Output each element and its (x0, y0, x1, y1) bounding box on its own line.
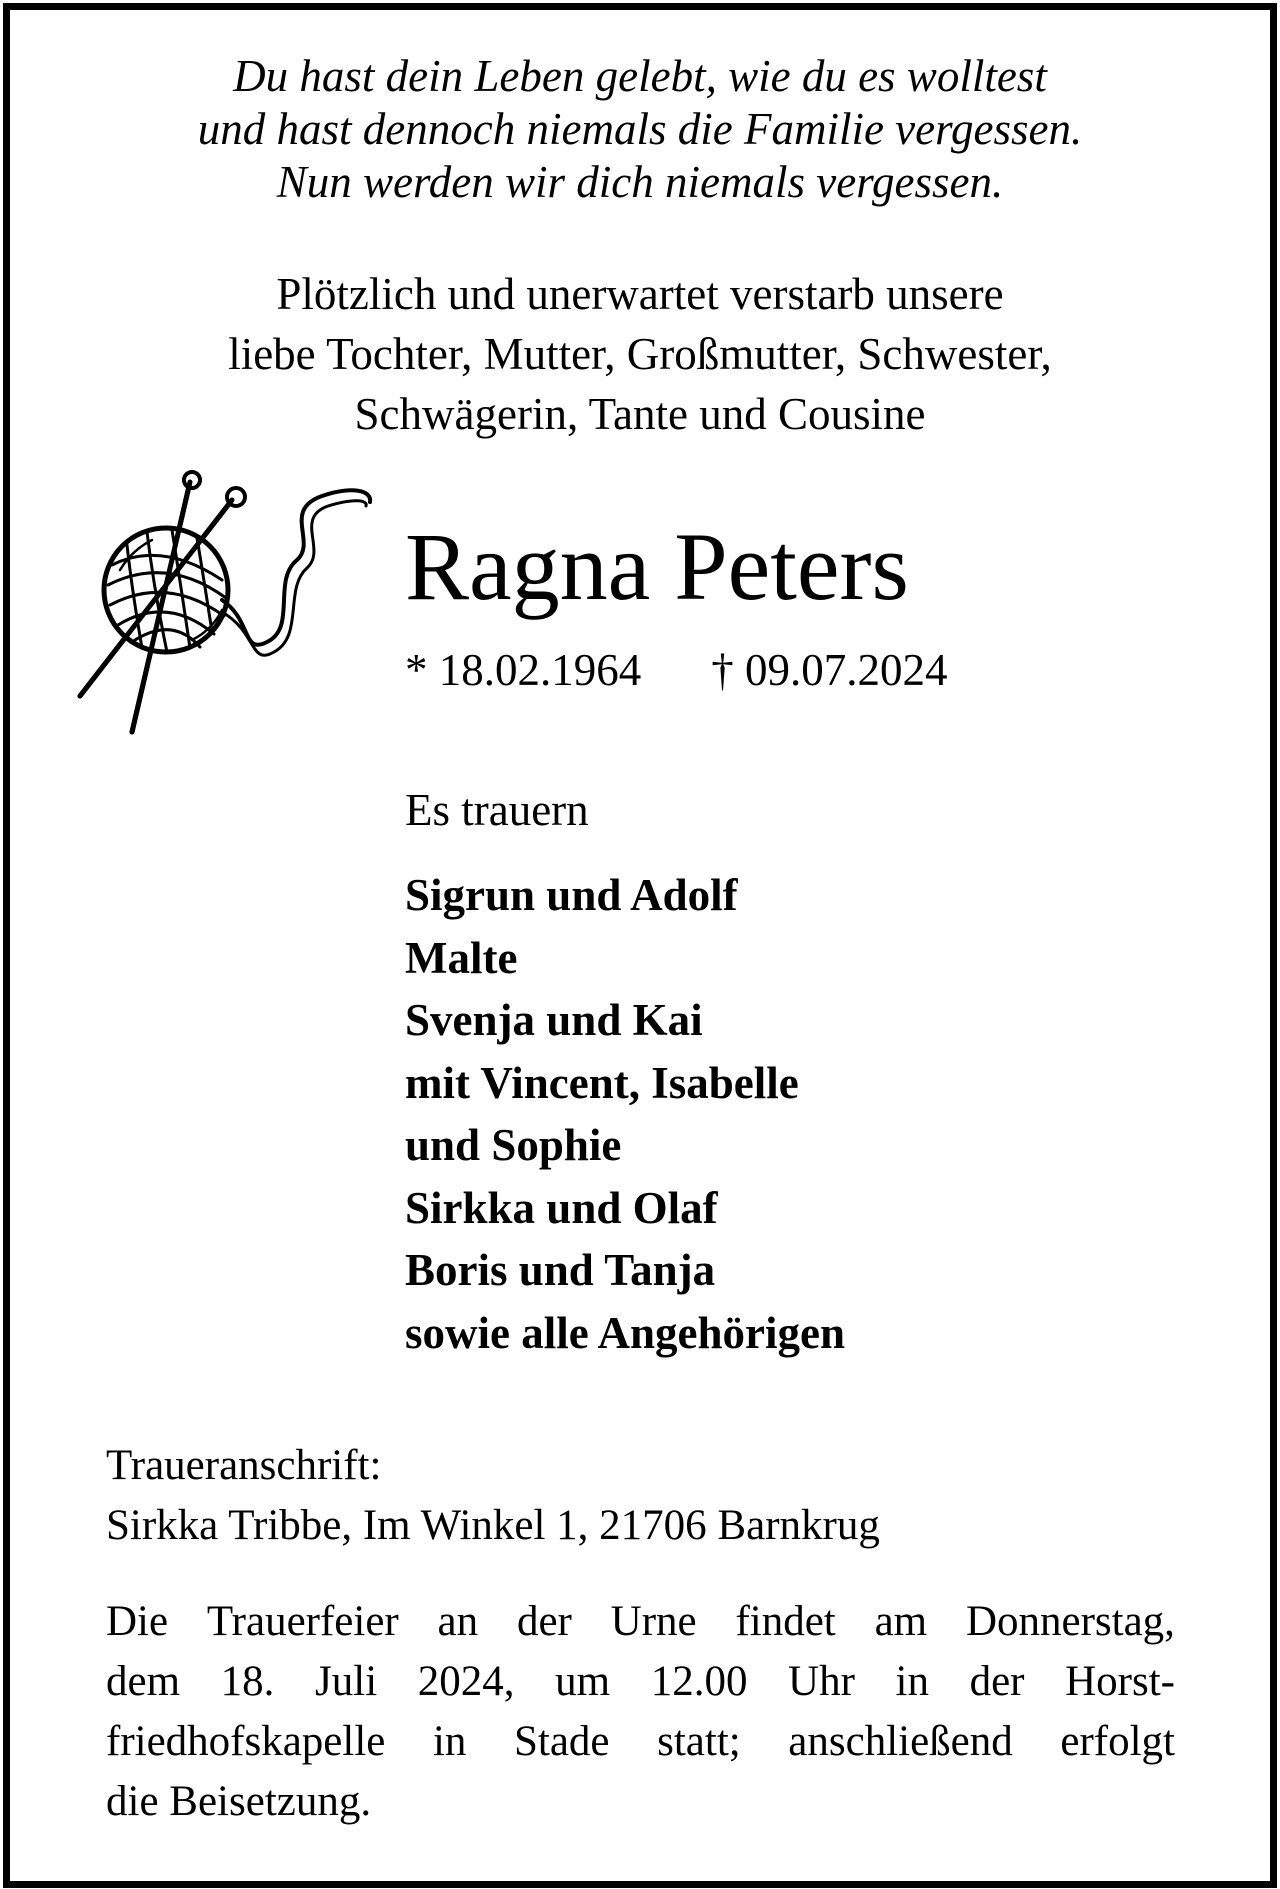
ceremony-word: in (895, 1658, 929, 1705)
mourner-entry: mit Vincent, Isabelle (405, 1057, 799, 1108)
ceremony-word: 18. (220, 1658, 275, 1705)
yarn-ball-knitting-needles-icon (72, 470, 382, 735)
mourner-entry: Svenja und Kai (405, 995, 703, 1045)
ceremony-word: Stade (513, 1718, 610, 1765)
ceremony-word: der (969, 1658, 1025, 1705)
mourner-entry: und Sophie (405, 1120, 622, 1170)
ceremony-word: findet (735, 1598, 836, 1645)
ceremony-line (106, 1712, 1175, 1772)
mourner-entry: Malte (405, 932, 518, 983)
ceremony-word: der (516, 1598, 572, 1645)
life-dates (405, 643, 948, 697)
ceremony-word: um (555, 1658, 611, 1705)
ceremony-word: an (437, 1598, 479, 1645)
mourner-entry: Sirkka und Olaf (405, 1182, 718, 1233)
intro-line: Schwägerin, Tante und Cousine (354, 389, 926, 439)
death-date: † 09.07.2024 (711, 645, 948, 695)
ceremony-line: die Beisetzung. (106, 1778, 372, 1825)
deceased-name: Ragna Peters (405, 513, 909, 620)
intro-line: liebe Tochter, Mutter, Großmutter, Schwester, (228, 329, 1052, 379)
birth-date: * 18.02.1964 (405, 645, 642, 695)
ceremony-word: Horst- (1065, 1658, 1175, 1705)
poem-line: und hast dennoch niemals die Familie vergessen. (197, 104, 1083, 154)
mourning-label: Es trauern (405, 785, 589, 835)
ceremony-word: 12.00 (650, 1658, 748, 1705)
mourner-entry: sowie alle Angehörigen (405, 1307, 845, 1358)
address-text: Sirkka Tribbe, Im Winkel 1, 21706 Barnkrug (106, 1502, 880, 1549)
ceremony-word: Juli (315, 1658, 378, 1705)
poem-line: Du hast dein Leben gelebt, wie du es wolltest (233, 51, 1047, 101)
ceremony-word: anschließend (788, 1718, 1013, 1765)
ceremony-word: friedhofskapelle (106, 1718, 386, 1765)
ceremony-word: dem (106, 1658, 181, 1705)
poem-line: Nun werden wir dich niemals vergessen. (276, 157, 1004, 207)
mourning-address (106, 1436, 880, 1556)
intro-line: Plötzlich und unerwartet verstarb unsere (276, 269, 1004, 319)
ceremony-word: 2024, (417, 1658, 515, 1705)
ceremony-word: Trauerfeier (206, 1598, 399, 1645)
address-label: Traueranschrift: (106, 1442, 382, 1489)
mourners-list (405, 864, 845, 1364)
ceremony-word: Die (106, 1598, 169, 1645)
ceremony-word: Donnerstag, (965, 1598, 1175, 1645)
death-announcement-text (0, 264, 1280, 444)
ceremony-word: Urne (610, 1598, 697, 1645)
ceremony-line (106, 1592, 1175, 1652)
ceremony-word: erfolgt (1060, 1718, 1175, 1765)
funeral-ceremony-info (106, 1592, 1175, 1832)
ceremony-word: am (874, 1598, 928, 1645)
ceremony-word: in (432, 1718, 467, 1765)
mourner-entry: Sigrun und Adolf (405, 870, 738, 920)
ceremony-line (106, 1652, 1175, 1712)
poem (0, 50, 1280, 209)
mourner-entry: Boris und Tanja (405, 1245, 716, 1295)
ceremony-word: Uhr (788, 1658, 855, 1705)
ceremony-word: statt; (657, 1718, 741, 1765)
